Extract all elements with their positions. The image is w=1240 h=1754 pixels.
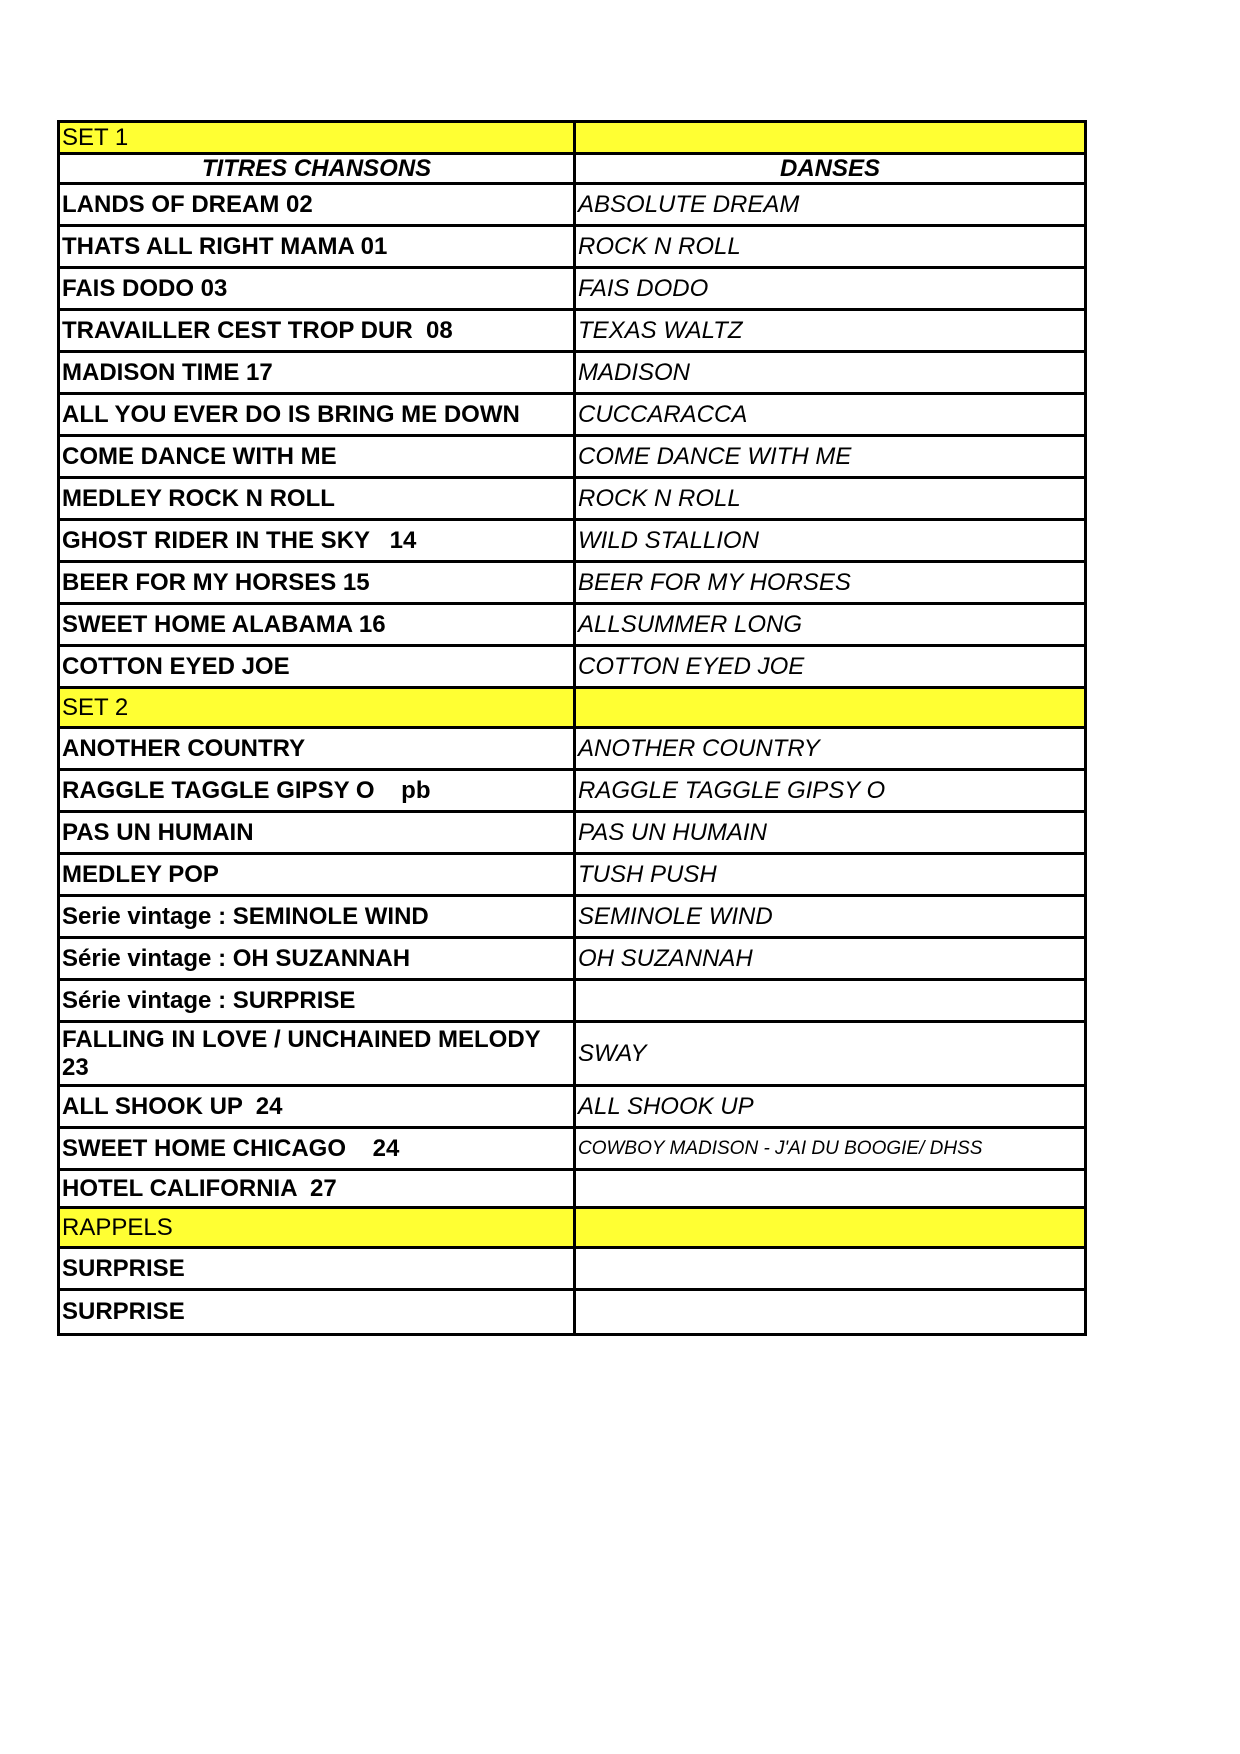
dance-name: PAS UN HUMAIN [578,818,767,846]
dance-name: MADISON [578,358,691,386]
table-row [60,1249,1084,1291]
song-title: COTTON EYED JOE [60,647,576,686]
song-title: MADISON TIME 17 [60,353,576,392]
table-row [60,897,1084,939]
dance-name: TEXAS WALTZ [578,316,743,344]
dance-name: ALL SHOOK UP [578,1092,754,1120]
table-row [60,521,1084,563]
section-header-set-2 [60,689,1084,729]
dance-name: COWBOY MADISON - J'AI DU BOOGIE/ DHSS [578,1137,983,1159]
song-title: TRAVAILLER CEST TROP DUR 08 [60,311,576,350]
table-row [60,605,1084,647]
table-row [60,647,1084,689]
table-row [60,771,1084,813]
dance-name: FAIS DODO [578,274,709,302]
table-row [60,939,1084,981]
song-title: PAS UN HUMAIN [60,813,576,852]
song-title: Serie vintage : SEMINOLE WIND [60,897,576,936]
dance-name: BEER FOR MY HORSES [578,568,851,596]
song-title: FAIS DODO 03 [60,269,576,308]
song-title: Série vintage : SURPRISE [60,981,576,1020]
song-title: SWEET HOME ALABAMA 16 [60,605,576,644]
dance-name: RAGGLE TAGGLE GIPSY O [578,776,886,804]
table-row [60,729,1084,771]
song-title: FALLING IN LOVE / UNCHAINED MELODY 23 [60,1023,576,1084]
table-row [60,353,1084,395]
dance-name: ROCK N ROLL [578,484,741,512]
song-title: COME DANCE WITH ME [60,437,576,476]
song-title: ANOTHER COUNTRY [60,729,576,768]
song-title: ALL YOU EVER DO IS BRING ME DOWN [60,395,576,434]
song-title: GHOST RIDER IN THE SKY 14 [60,521,576,560]
section-title: RAPPELS [60,1209,576,1246]
dance-name: ABSOLUTE DREAM [578,190,800,218]
table-row [60,563,1084,605]
table-row [60,311,1084,353]
dance-name: SEMINOLE WIND [578,902,773,930]
dance-name: OH SUZANNAH [578,944,753,972]
song-title: LANDS OF DREAM 02 [60,185,576,224]
song-title: SWEET HOME CHICAGO 24 [60,1129,576,1168]
song-title: Série vintage : OH SUZANNAH [60,939,576,978]
column-header-row [60,155,1084,185]
song-title: THATS ALL RIGHT MAMA 01 [60,227,576,266]
section-header-rappels [60,1209,1084,1249]
table-row [60,227,1084,269]
dance-name [576,981,1084,1020]
table-row [60,185,1084,227]
table-row [60,813,1084,855]
section-empty-cell [576,689,1084,726]
dance-name: WILD STALLION [578,526,759,554]
song-title: MEDLEY POP [60,855,576,894]
table-row [60,395,1084,437]
song-title: SURPRISE [60,1291,576,1333]
section-empty-cell [576,1209,1084,1246]
table-row [60,437,1084,479]
column-header-songs: TITRES CHANSONS [60,155,576,182]
dance-name [576,1249,1084,1288]
table-row [60,269,1084,311]
table-row [60,1171,1084,1209]
song-title: MEDLEY ROCK N ROLL [60,479,576,518]
dance-name: ROCK N ROLL [578,232,741,260]
song-title: ALL SHOOK UP 24 [60,1087,576,1126]
dance-name: TUSH PUSH [578,860,717,888]
column-header-dances: DANSES [779,155,881,182]
table-row [60,855,1084,897]
dance-name [576,1171,1084,1206]
dance-name: ALLSUMMER LONG [578,610,803,638]
dance-name: COTTON EYED JOE [578,652,805,680]
table-row [60,1087,1084,1129]
song-title: SURPRISE [60,1249,576,1288]
table-row [60,1291,1084,1333]
dance-name: SWAY [578,1039,647,1067]
dance-name [576,1291,1084,1333]
section-title: SET 2 [60,689,576,726]
song-title: BEER FOR MY HORSES 15 [60,563,576,602]
setlist-table [57,120,1087,1336]
section-empty-cell [576,123,1084,152]
song-title: RAGGLE TAGGLE GIPSY O pb [60,771,576,810]
dance-name: COME DANCE WITH ME [578,442,852,470]
section-title: SET 1 [60,123,576,152]
dance-name: CUCCARACCA [578,400,748,428]
table-row [60,981,1084,1023]
table-row [60,479,1084,521]
table-row [60,1023,1084,1087]
table-row [60,1129,1084,1171]
song-title: HOTEL CALIFORNIA 27 [60,1171,576,1206]
section-header-set-1 [60,123,1084,155]
dance-name: ANOTHER COUNTRY [578,734,820,762]
